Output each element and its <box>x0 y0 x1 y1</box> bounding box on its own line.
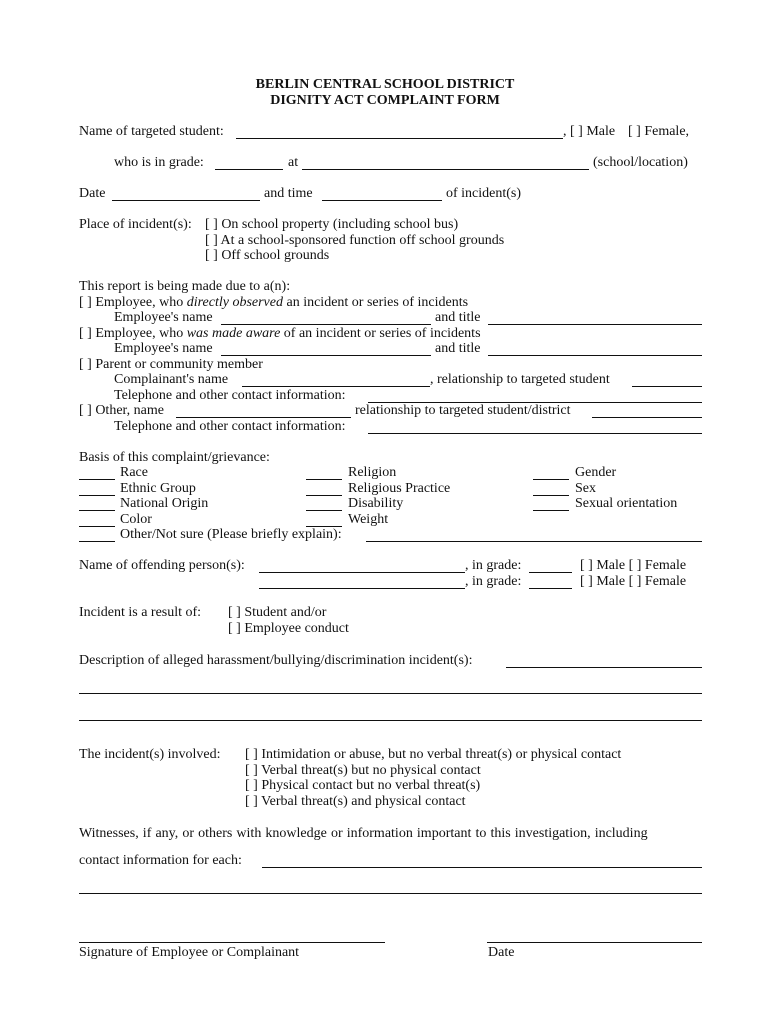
employee1-name-field[interactable] <box>221 324 431 325</box>
complainant-name-label: Complainant's name <box>114 372 229 387</box>
witnesses-field-line1[interactable] <box>262 867 702 868</box>
offender2-grade-label: , in grade: <box>465 574 522 589</box>
basis-race-blank[interactable] <box>79 479 115 480</box>
signature-date-field[interactable] <box>487 942 702 943</box>
description-label: Description of alleged harassment/bullying/discrimination incident(s): <box>79 653 473 668</box>
basis-national-origin-label: National Origin <box>120 496 209 511</box>
result-student-option[interactable]: [ ] Student and/or <box>228 605 327 620</box>
complainant-relationship-label: , relationship to targeted student <box>430 372 610 387</box>
basis-race-label: Race <box>120 465 148 480</box>
incident-date-field[interactable] <box>112 200 260 201</box>
other-name-field[interactable] <box>176 417 351 418</box>
other-relationship-label: relationship to targeted student/district <box>355 403 571 418</box>
witnesses-contact-label: contact information for each: <box>79 853 242 868</box>
place-option-school-property[interactable]: [ ] On school property (including school bus) <box>205 217 459 232</box>
involved-label: The incident(s) involved: <box>79 747 221 762</box>
basis-sexual-orientation-blank[interactable] <box>533 510 569 511</box>
basis-ethnic-blank[interactable] <box>79 495 115 496</box>
basis-sexual-orientation-label: Sexual orientation <box>575 496 678 511</box>
other-telephone-field[interactable] <box>368 433 702 434</box>
other-option[interactable]: [ ] Other, name <box>79 403 164 418</box>
basis-ethnic-label: Ethnic Group <box>120 481 196 496</box>
offender2-name-field[interactable] <box>259 588 465 589</box>
basis-color-label: Color <box>120 512 152 527</box>
basis-religion-blank[interactable] <box>306 479 342 480</box>
of-incident-label: of incident(s) <box>446 186 522 201</box>
complainant-relationship-field[interactable] <box>632 386 702 387</box>
basis-weight-label: Weight <box>348 512 389 527</box>
offender2-grade-field[interactable] <box>529 588 572 589</box>
basis-label: Basis of this complaint/grievance: <box>79 450 270 465</box>
male-checkbox[interactable]: , [ ] Male <box>563 124 616 139</box>
employee2-title-label: and title <box>435 341 481 356</box>
complainant-telephone-label: Telephone and other contact information: <box>114 388 346 403</box>
offender2-gender-options[interactable]: [ ] Male [ ] Female <box>580 574 687 589</box>
employee2-title-field[interactable] <box>488 355 702 356</box>
place-label: Place of incident(s): <box>79 217 192 232</box>
grade-label: who is in grade: <box>114 155 204 170</box>
at-label: at <box>288 155 299 170</box>
student-name-label: Name of targeted student: <box>79 124 224 139</box>
other-telephone-label: Telephone and other contact information: <box>114 419 346 434</box>
witnesses-text: Witnesses, if any, or others with knowledge or information important to this investigation, including <box>79 826 648 841</box>
signature-field[interactable] <box>79 942 385 943</box>
offender1-name-field[interactable] <box>259 572 465 573</box>
result-label: Incident is a result of: <box>79 605 202 620</box>
involved-intimidation-option[interactable]: [ ] Intimidation or abuse, but no verbal threat(s) or physical contact <box>245 747 622 762</box>
basis-color-blank[interactable] <box>79 526 115 527</box>
basis-national-origin-blank[interactable] <box>79 510 115 511</box>
basis-disability-label: Disability <box>348 496 404 511</box>
involved-physical-option[interactable]: [ ] Physical contact but no verbal threat(s) <box>245 778 481 793</box>
time-label: and time <box>264 186 313 201</box>
basis-gender-label: Gender <box>575 465 617 480</box>
basis-sex-label: Sex <box>575 481 596 496</box>
offender1-grade-label: , in grade: <box>465 558 522 573</box>
description-field-line3[interactable] <box>79 720 702 721</box>
basis-gender-blank[interactable] <box>533 479 569 480</box>
employee-observed-option[interactable]: [ ] Employee, who directly observed an incident or series of incidents <box>79 295 469 310</box>
school-location-field[interactable] <box>302 169 589 170</box>
offender1-gender-options[interactable]: [ ] Male [ ] Female <box>580 558 687 573</box>
basis-other-blank[interactable] <box>79 541 115 542</box>
report-intro: This report is being made due to a(n): <box>79 279 291 294</box>
employee1-title-label: and title <box>435 310 481 325</box>
description-field-line1[interactable] <box>506 667 702 668</box>
employee-aware-option[interactable]: [ ] Employee, who was made aware of an incident or series of incidents <box>79 326 481 341</box>
incident-time-field[interactable] <box>322 200 442 201</box>
basis-disability-blank[interactable] <box>306 510 342 511</box>
basis-other-label: Other/Not sure (Please briefly explain): <box>120 527 342 542</box>
result-employee-option[interactable]: [ ] Employee conduct <box>228 621 349 636</box>
involved-verbal-physical-option[interactable]: [ ] Verbal threat(s) and physical contact <box>245 794 466 809</box>
grade-field[interactable] <box>215 169 283 170</box>
basis-religion-label: Religion <box>348 465 397 480</box>
place-option-school-function[interactable]: [ ] At a school-sponsored function off school grounds <box>205 233 505 248</box>
employee1-title-field[interactable] <box>488 324 702 325</box>
basis-religious-practice-blank[interactable] <box>306 495 342 496</box>
place-option-off-grounds[interactable]: [ ] Off school grounds <box>205 248 330 263</box>
description-field-line2[interactable] <box>79 693 702 694</box>
employee1-name-label: Employee's name <box>114 310 213 325</box>
basis-religious-practice-label: Religious Practice <box>348 481 451 496</box>
form-title-name: DIGNITY ACT COMPLAINT FORM <box>270 93 500 108</box>
student-name-field[interactable] <box>236 138 563 139</box>
offender1-grade-field[interactable] <box>529 572 572 573</box>
employee2-name-label: Employee's name <box>114 341 213 356</box>
offender-label: Name of offending person(s): <box>79 558 245 573</box>
signature-label: Signature of Employee or Complainant <box>79 945 300 960</box>
other-relationship-field[interactable] <box>592 417 702 418</box>
employee2-name-field[interactable] <box>221 355 431 356</box>
form-title-district: BERLIN CENTRAL SCHOOL DISTRICT <box>255 77 515 92</box>
female-checkbox[interactable]: [ ] Female, <box>628 124 690 139</box>
complainant-name-field[interactable] <box>242 386 430 387</box>
involved-verbal-option[interactable]: [ ] Verbal threat(s) but no physical contact <box>245 763 481 778</box>
signature-date-label: Date <box>488 945 515 960</box>
date-label: Date <box>79 186 106 201</box>
basis-sex-blank[interactable] <box>533 495 569 496</box>
school-location-label: (school/location) <box>593 155 688 170</box>
basis-other-explain-field[interactable] <box>366 541 702 542</box>
witnesses-field-line2[interactable] <box>79 893 702 894</box>
parent-community-option[interactable]: [ ] Parent or community member <box>79 357 263 372</box>
